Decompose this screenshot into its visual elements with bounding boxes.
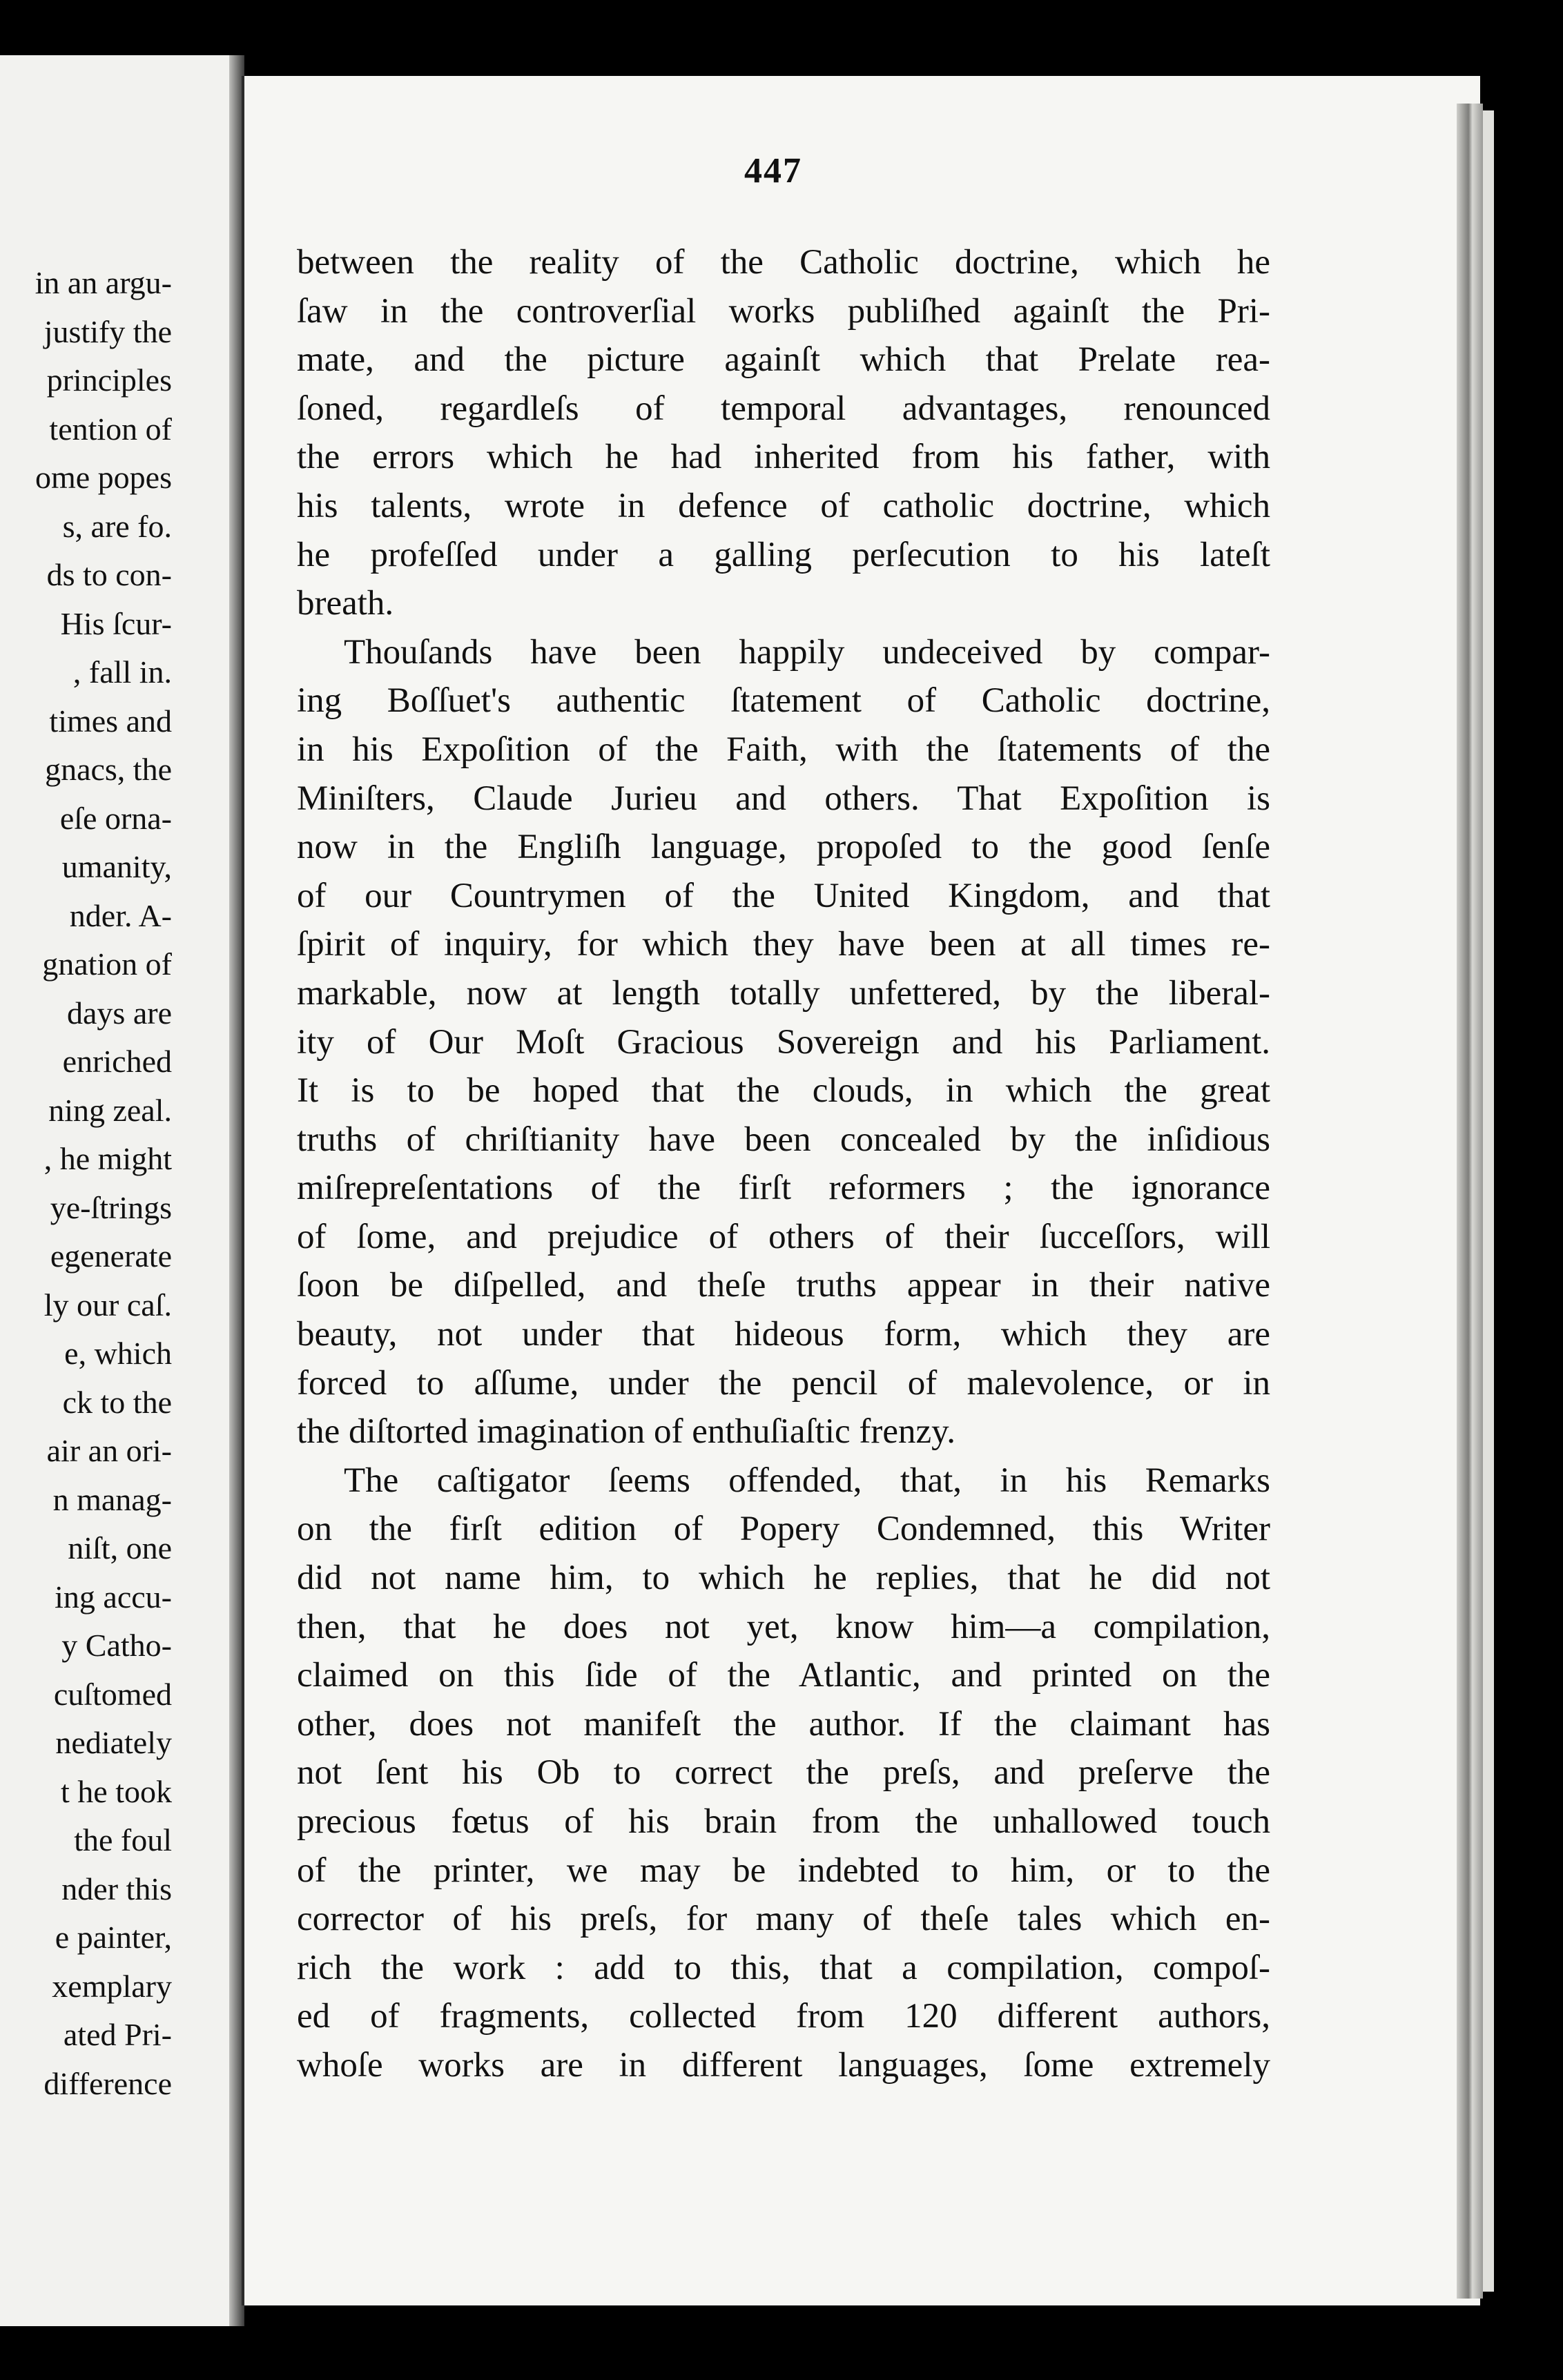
previous-page-line: xemplary bbox=[52, 1968, 172, 2004]
previous-page bbox=[0, 55, 238, 2326]
text-line: whoſe works are in different languages, ſome extremely bbox=[297, 2045, 1270, 2085]
text-line: between the reality of the Catholic doctrine, which he bbox=[297, 243, 1270, 282]
text-line: rich the work : add to this, that a compilation, compoſ- bbox=[297, 1948, 1270, 1987]
text-line: on the firſt edition of Popery Condemned, this Writer bbox=[297, 1510, 1270, 1549]
previous-page-line: ye-ſtrings bbox=[50, 1189, 172, 1225]
text-line: beauty, not under that hideous form, which they are bbox=[297, 1315, 1270, 1354]
text-line: in his Expoſition of the Faith, with the ſtatements of the bbox=[297, 730, 1270, 769]
text-line: claimed on this ſide of the Atlantic, and printed on the bbox=[297, 1656, 1270, 1695]
text-line: Miniſters, Claude Jurieu and others. That Expoſition is bbox=[297, 779, 1270, 818]
text-line: corrector of his preſs, for many of theſe tales which en- bbox=[297, 1900, 1270, 1939]
text-line: of ſome, and prejudice of others of their ſucceſſors, will bbox=[297, 1217, 1270, 1256]
previous-page-line: s, are fo. bbox=[62, 508, 172, 544]
previous-page-line: nder this bbox=[61, 1871, 172, 1906]
previous-page-line: egenerate bbox=[50, 1238, 172, 1274]
previous-page-line: niſt, one bbox=[68, 1530, 172, 1565]
text-line: truths of chriſtianity have been concealed by the inſidious bbox=[297, 1120, 1270, 1159]
text-line: now in the Engliſh language, propoſed to the good ſenſe bbox=[297, 828, 1270, 867]
previous-page-line: y Catho- bbox=[61, 1628, 172, 1663]
previous-page-line: ing accu- bbox=[55, 1579, 172, 1615]
text-line: did not name him, to which he replies, that he did not bbox=[297, 1559, 1270, 1598]
previous-page-line: , fall in. bbox=[72, 654, 172, 690]
previous-page-line: n manag- bbox=[52, 1481, 172, 1517]
previous-page-line: air an ori- bbox=[46, 1433, 172, 1468]
previous-page-line: in an argu- bbox=[35, 265, 172, 300]
text-line: ity of Our Moſt Gracious Sovereign and his Parliament. bbox=[297, 1022, 1270, 1062]
previous-page-line: eſe orna- bbox=[59, 800, 172, 836]
text-line: mate, and the picture againſt which that Prelate rea- bbox=[297, 340, 1270, 380]
previous-page-line: t he took bbox=[61, 1773, 172, 1809]
previous-page-line: nder. A- bbox=[69, 897, 172, 933]
previous-page-line: ck to the bbox=[62, 1384, 172, 1420]
text-line: ſoned, regardleſs of temporal advantages, renounced bbox=[297, 389, 1270, 428]
previous-page-line: gnation of bbox=[42, 946, 172, 982]
page-edge-inner bbox=[1483, 110, 1494, 2292]
text-line: markable, now at length totally unfettered, by the liberal- bbox=[297, 973, 1270, 1013]
text-line: precious fœtus of his brain from the unhallowed touch bbox=[297, 1802, 1270, 1841]
text-line: of the printer, we may be indebted to him, or to the bbox=[297, 1851, 1270, 1890]
text-line: The caſtigator ſeems offended, that, in his Remarks bbox=[344, 1461, 1270, 1500]
previous-page-line: justify the bbox=[43, 313, 172, 349]
text-line: ing Boſſuet's authentic ſtatement of Catholic doctrine, bbox=[297, 681, 1270, 721]
text-line: he profeſſed under a galling perſecution to his lateſt bbox=[297, 535, 1270, 574]
text-line: ſaw in the controverſial works publiſhed againſt the Pri- bbox=[297, 291, 1270, 331]
previous-page-line: cuſtomed bbox=[53, 1676, 172, 1712]
text-line: the diſtorted imagination of enthuſiaſtic frenzy. bbox=[297, 1412, 956, 1452]
previous-page-line: ome popes bbox=[35, 460, 172, 495]
text-line: It is to be hoped that the clouds, in which the great bbox=[297, 1071, 1270, 1111]
page-number: 447 bbox=[744, 151, 802, 191]
previous-page-line: ds to con- bbox=[46, 557, 172, 592]
text-line: other, does not manifeſt the author. If the claimant has bbox=[297, 1704, 1270, 1744]
text-line: his talents, wrote in defence of catholic doctrine, which bbox=[297, 486, 1270, 525]
previous-page-line: principles bbox=[46, 362, 172, 398]
text-line: ſoon be diſpelled, and theſe truths appear in their native bbox=[297, 1266, 1270, 1305]
previous-page-line: enriched bbox=[62, 1044, 172, 1079]
previous-page-line: umanity, bbox=[61, 849, 172, 884]
previous-page-text bbox=[0, 259, 172, 2108]
text-line: of our Countrymen of the United Kingdom, and that bbox=[297, 876, 1270, 915]
previous-page-line: ly our caſ. bbox=[43, 1287, 172, 1323]
previous-page-line: the foul bbox=[74, 1822, 172, 1857]
text-line: not ſent his Ob to correct the preſs, and preſerve the bbox=[297, 1753, 1270, 1793]
text-line: ſpirit of inquiry, for which they have been at all times re- bbox=[297, 925, 1270, 964]
page-edge bbox=[1457, 104, 1483, 2299]
body-text bbox=[297, 238, 1270, 2090]
previous-page-line: difference bbox=[43, 2065, 172, 2101]
previous-page-line: ning zeal. bbox=[48, 1092, 172, 1128]
text-line: forced to aſſume, under the pencil of malevolence, or in bbox=[297, 1363, 1270, 1403]
text-line: miſrepreſentations of the firſt reformers ; the ignorance bbox=[297, 1169, 1270, 1208]
text-line: ed of fragments, collected from 120 different authors, bbox=[297, 1997, 1270, 2036]
previous-page-line: times and bbox=[49, 703, 172, 739]
previous-page-line: e, which bbox=[64, 1336, 172, 1371]
text-line: Thouſands have been happily undeceived by compar- bbox=[344, 632, 1270, 672]
text-line: then, that he does not yet, know him—a compilation, bbox=[297, 1607, 1270, 1646]
previous-page-line: ated Pri- bbox=[63, 2017, 172, 2052]
previous-page-line: , he might bbox=[43, 1141, 172, 1176]
previous-page-line: His ſcur- bbox=[60, 605, 172, 641]
previous-page-line: days are bbox=[67, 995, 172, 1031]
text-line: breath. bbox=[297, 584, 394, 623]
previous-page-line: e painter, bbox=[55, 1920, 172, 1955]
previous-page-line: gnacs, the bbox=[45, 752, 172, 787]
previous-page-line: tention of bbox=[49, 411, 172, 447]
previous-page-line: nediately bbox=[55, 1725, 172, 1760]
text-line: the errors which he had inherited from his father, with bbox=[297, 438, 1270, 477]
